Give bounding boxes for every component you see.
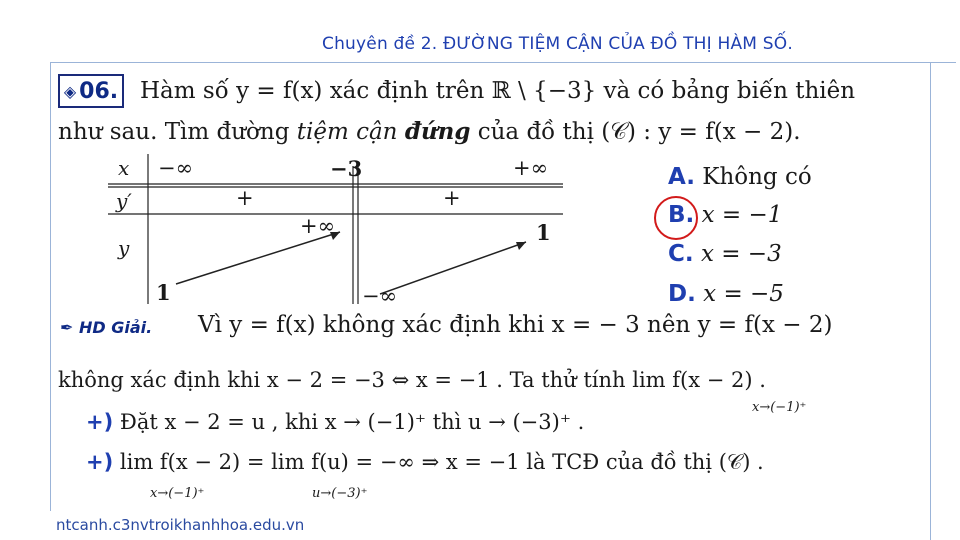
y-bottom-left: 1: [156, 280, 171, 305]
option-a[interactable]: A. Không có: [668, 164, 812, 190]
page-title: Chuyên đề 2. ĐƯỜNG TIỆM CẬN CỦA ĐỒ THỊ HÀM SỐ.: [322, 34, 793, 54]
y-bottom-mid: −∞: [362, 284, 398, 308]
solution-line-3: +) Đặt x − 2 = u , khi x → (−1)⁺ thì u → (−3)⁺ .: [86, 410, 585, 434]
row-label-yprime: y′: [116, 189, 132, 213]
problem-line-1: Hàm số y = f(x) xác định trên ℝ \ {−3} và có bảng biến thiên: [140, 78, 856, 104]
diamond-icon: ◈: [63, 81, 77, 101]
yprime-right: +: [443, 186, 461, 210]
y-top-mid: +∞: [300, 214, 336, 238]
limit-subscript-1: x→(−1)⁺: [752, 400, 807, 415]
row-label-y: y: [118, 236, 130, 260]
solution-line-2: không xác định khi x − 2 = −3 ⇔ x = −1 . Ta thử tính lim f(x − 2) .: [58, 368, 766, 392]
x-mid: −3: [330, 156, 363, 181]
problem-line-2: như sau. Tìm đường tiệm cận đứng của đồ thị (𝒞) : y = f(x − 2).: [58, 118, 801, 145]
x-left: −∞: [158, 156, 194, 180]
question-badge: [58, 74, 124, 108]
row-label-x: x: [118, 156, 130, 180]
yprime-left: +: [236, 186, 254, 210]
solution-line-1: Vì y = f(x) không xác định khi x = − 3 nên y = f(x − 2): [198, 312, 833, 338]
limit-subscript-2: x→(−1)⁺: [150, 486, 205, 501]
right-rule: [930, 62, 931, 540]
y-top-right: 1: [536, 220, 551, 245]
option-d[interactable]: D. x = −5: [668, 281, 784, 307]
option-c[interactable]: C. x = −3: [668, 241, 782, 267]
x-right: +∞: [513, 156, 549, 180]
option-b[interactable]: B. x = −1: [668, 202, 783, 228]
limit-subscript-3: u→(−3)⁺: [312, 486, 368, 501]
question-number: 06.: [79, 78, 119, 104]
pen-icon: ✒: [60, 318, 79, 337]
variation-table: [108, 154, 563, 308]
footer-url: ntcanh.c3nvtroikhanhhoa.edu.vn: [56, 516, 305, 534]
solution-heading: ✒ HD Giải.: [60, 318, 153, 337]
solution-line-4: +) lim f(x − 2) = lim f(u) = −∞ ⇒ x = −1 là TCĐ của đồ thị (𝒞) .: [86, 450, 764, 474]
